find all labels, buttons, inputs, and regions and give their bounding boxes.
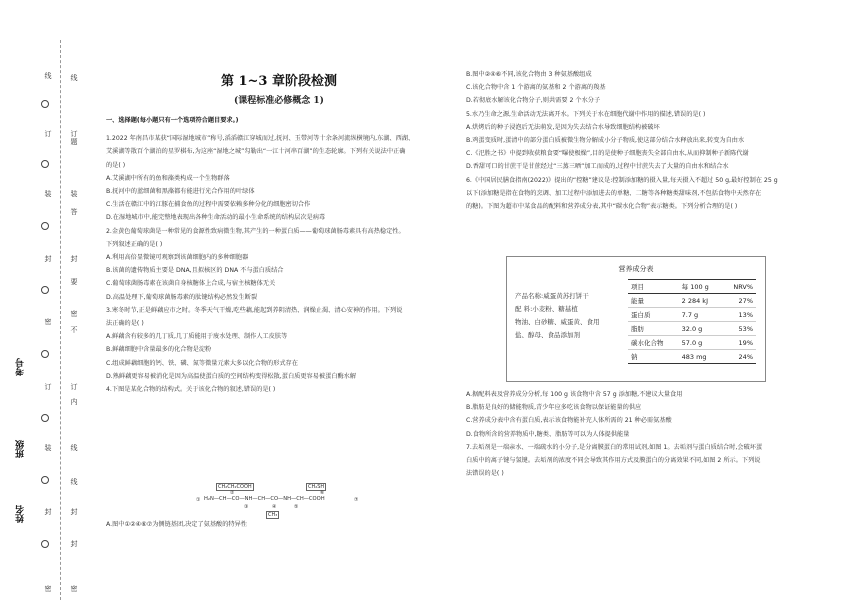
binding-hole <box>41 476 49 484</box>
left-column <box>106 114 452 396</box>
option-line: C.组成鲜藕细胞的钙、铁、磷、氮等微量元素大多以化合物的形式存在 <box>106 359 298 367</box>
table-row: 碳水化合物 57.0 g 19% <box>628 336 756 350</box>
option-line: A.烘烤后的种子浸泡后无法萌发,是因为失去结合水导致细胞结构被破坏 <box>466 123 660 131</box>
right-column-top <box>466 68 812 213</box>
right-column-bottom <box>466 388 812 480</box>
table-row: 脂肪 32.0 g 53% <box>628 322 756 336</box>
question-line: 2.金黄色葡萄球菌是一种常见的食源性致病微生物,其产生的一种蛋白质——葡萄球菌肠毒素具有高热稳定性。 <box>106 227 405 235</box>
table-row: 钠 483 mg 24% <box>628 350 756 364</box>
nutrition-title: 营养成分表 <box>618 265 654 273</box>
exam-id-label: 考号 <box>16 358 26 376</box>
section-heading: 一、选择题(每小题只有一个选项符合题目要求。) <box>106 117 239 124</box>
binding-margin <box>0 0 90 608</box>
question-line: 6.《中国居民膳食指南(2022)》提出的“控糖”建议是:控制添加糖的摄入量,每天摄入不超过 50 g,最好控制在 25 g <box>466 176 778 184</box>
option-line: D.在湿地城市中,能完整地表现出各种生命活动的最小生命系统的结构层次是病毒 <box>106 214 326 222</box>
binding-hole <box>41 286 49 294</box>
product-info: 产品名称:威蛋黄苏打饼干 配 料:小麦粉、糖基植 物油、白砂糖、威蛋黄、食用 盐、醇母、食品添加剂 <box>515 292 600 339</box>
option-line: B.该菌的遗传物质主要是 DNA,且拟核区的 DNA 不与蛋白质结合 <box>106 267 284 275</box>
option-line: A.图中①②④⑥⑦为侧链基团,决定了氨基酸的特异性 <box>106 521 247 528</box>
option-line: D.若彻底水解该化合物分子,则共需要 2 个水分子 <box>466 97 601 105</box>
table-row: 蛋白质 7.7 g 13% <box>628 308 756 322</box>
question-line: 法正确的是( ) <box>106 320 144 328</box>
question-line: 以下(添加糖是指在食物的烹调、加工过程中添加进去的单糖、二糖等各种糖类甜味剂,不包括食物中天然存在 <box>466 189 762 197</box>
formula-group: CH₂SH <box>308 484 325 490</box>
binding-cut-line <box>60 40 61 600</box>
option-line: B.鸡蛋变质时,蛋清中的部分蛋白质被微生物分解成小分子物质,使这部分结合水释放出来,转变为自由水 <box>466 137 745 145</box>
binding-hole <box>41 222 49 230</box>
option-line: B.鲜藕细胞中含量最多的化合物是淀粉 <box>106 346 212 354</box>
question-line: 3.寒冬时节,正是鲜藕应市之时。冬季天气干燥,吃些藕,能起到养阴清热、润燥止渴、清心安神的作用。下列说 <box>106 306 403 314</box>
binding-hole <box>41 100 49 108</box>
formula-group: CH₂CH₂COOH <box>218 484 252 490</box>
page-subtitle: (课程标准必修概念 1) <box>234 96 324 106</box>
option-line: A.利用高倍显微镜可观察到该菌细胞内的多种细胞器 <box>106 254 249 262</box>
nutrition-table <box>628 279 756 364</box>
question-line: 艾溪湖等散百个湖泊的星罗棋布,为这座“湿地之城”勾勒出“一江十河串百湖”的生态轮廓。下列有关说法中正确 <box>106 148 406 156</box>
option-line: C.《汜胜之书》中提到收获粮食要“曝使极燥”,目的是使种子细胞丧失全部自由水,从而抑制种子新陈代谢 <box>466 150 749 158</box>
question-line: 4.下图是某化合物的结构式。关于该化合物的叙述,错误的是( ) <box>106 386 276 394</box>
question-line: 下列叙述正确的是( ) <box>106 240 163 248</box>
question-line: 7.去垢剂是一端亲水、一端疏水的小分子,是分离膜蛋白的常用试剂,如图 1。去垢剂与蛋白质结合时,会破坏蛋 <box>466 443 763 451</box>
option-line: A.鲜藕含有较多的几丁质,几丁质能用于废水处理、制作人工皮肤等 <box>106 333 288 341</box>
nutrition-label-figure <box>506 256 766 382</box>
binding-hole <box>41 160 49 168</box>
table-header-row: 项目 每 100 g NRV% <box>628 280 756 294</box>
option-line: C.生活在赣江中的江豚在捕食鱼的过程中需要依赖多种分化的细胞密切合作 <box>106 201 311 209</box>
binding-hole <box>41 414 49 422</box>
option-line: A.据配料表及营养成分分析,每 100 g 该食物中含 57 g 添加糖,不建议大量食用 <box>466 391 683 398</box>
question-line: 的糖)。下图为超市中某食品的配料和营养成分表,其中“碳水化合物”表示糖类。下列分析合理的是( ) <box>466 203 738 211</box>
option-line: D.香甜可口的甘蔗干是甘蔗经过“三蒸三晒”加工而成的,过程中甘蔗失去了大量的自由水和结合水 <box>466 163 729 171</box>
binding-hole <box>41 540 49 548</box>
formula-group: CH₃ <box>268 512 278 518</box>
option-line: B.抚河中的蓝细菌和黑藻都有能进行光合作用的叶绿体 <box>106 188 255 196</box>
question-line: 法错误的是( ) <box>466 470 504 478</box>
question-line: 1.2022 年南昌市某获“国际湿地城市”称号,滔滔赣江穿城而过,抚河、玉带河等十余条河流纵横境内,东湖、西湖、 <box>106 135 415 143</box>
option-line: A.艾溪湖中所有的鱼和藻类构成一个生物群落 <box>106 174 230 182</box>
class-label: 班级 <box>16 440 26 458</box>
option-line: D.熟鲜藕更容易被消化是因为高温使蛋白质的空间结构变得松散,蛋白质更容易被蛋白酶水解 <box>106 372 357 380</box>
binding-column-outer: 线 订 装 封 密 订 装 封 密 <box>44 72 52 592</box>
question-line: 5.水乃生命之源,生命活动无法离开水。下列关于水在细胞代谢中作用的描述,错误的是( ) <box>466 110 706 118</box>
option-line: C.该化合物中含 1 个游离的氨基和 2 个游离的羧基 <box>466 84 606 92</box>
option-line: C.葡萄球菌肠毒素在该菌自身核糖体上合成,与宿主核糖体无关 <box>106 280 276 288</box>
page-title: 第 1~3 章阶段检测 <box>220 74 338 89</box>
option-line: D.高温处理下,葡萄球菌肠毒素的肽键结构必然发生断裂 <box>106 293 258 301</box>
option-line: D.食物所含的营养物质中,糖类、脂肪等可以为人体提供能量 <box>466 430 630 438</box>
binding-hole <box>41 350 49 358</box>
option-line: B.脂肪是良好的储能物质,青少年应多吃该食物以保证能量的供应 <box>466 404 642 412</box>
question-line: 白质中的离子键与氢键。去垢剂的浓度不同会导致其作用方式及膜蛋白的分离效果不同,如图 2 所示。下列说 <box>466 457 761 465</box>
structural-formula: CH₂CH₂COOH CH₂SH CH₃ H₂N—CH—CO—NH—CH—CO—NH—CH—COOH ① ② ③ ④ ⑤ ⑥ ⑦ <box>196 484 359 518</box>
option-line: B.图中②④⑥不同,该化合物由 3 种氨基酸组成 <box>466 71 592 78</box>
question-line: 的是( ) <box>106 161 126 169</box>
option-line: C.营养成分表中含有蛋白质,表示该食物能补充人体所需的 21 种必需氨基酸 <box>466 417 672 425</box>
formula-backbone: H₂N—CH—CO—NH—CH—CO—NH—CH—COOH <box>204 496 325 502</box>
table-row: 能量 2 284 kJ 27% <box>628 294 756 308</box>
name-label: 姓名 <box>16 505 26 523</box>
left-column-tail <box>106 518 452 531</box>
binding-column-inner: 线 订 题 装 答 封 要 密 不 订 内 线 线 封 封 密 <box>70 74 78 592</box>
